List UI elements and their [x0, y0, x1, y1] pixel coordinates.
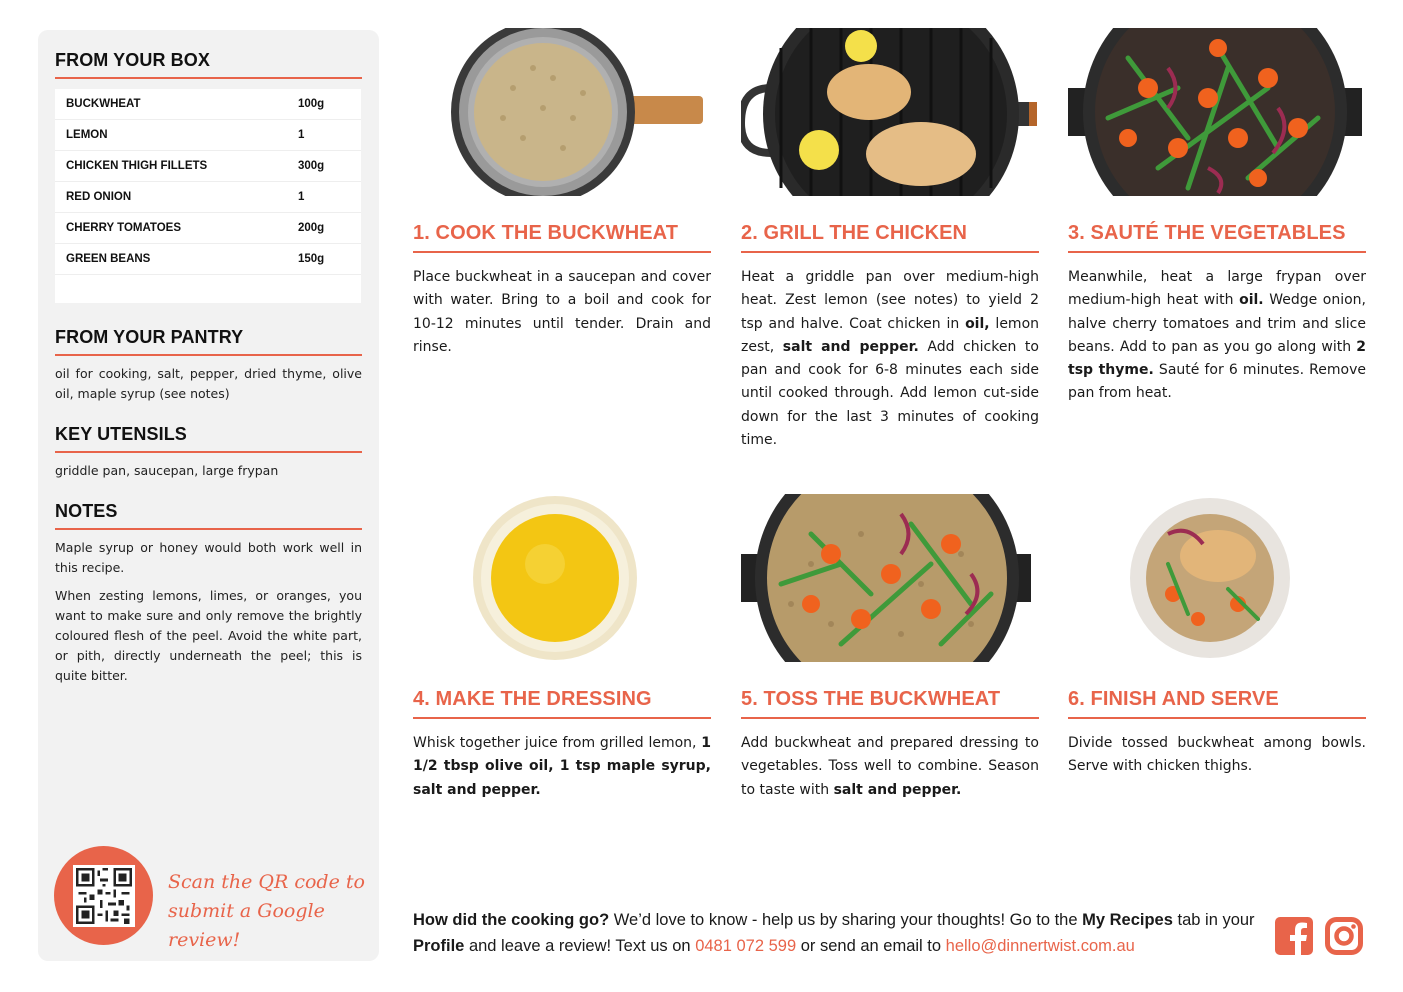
notes-paragraph: Maple syrup or honey would both work well in this recipe. — [55, 540, 362, 575]
ingredient-name: GREEN BEANS — [66, 253, 151, 265]
served-bowl-image — [1068, 494, 1366, 662]
ingredient-name: CHERRY TOMATOES — [66, 222, 182, 234]
ingredient-quantity: 1 — [298, 191, 305, 203]
qr-code-icon — [73, 865, 135, 927]
step-5 — [741, 494, 1039, 802]
utensils-heading: KEY UTENSILS — [55, 424, 362, 453]
ingredient-name: RED ONION — [66, 191, 132, 203]
step-3 — [1068, 28, 1366, 406]
step-body — [1068, 732, 1366, 779]
notes-heading: NOTES — [55, 501, 362, 530]
box-ingredient-row — [55, 151, 361, 182]
pantry-heading: FROM YOUR PANTRY — [55, 327, 362, 356]
step-4 — [413, 494, 711, 802]
step-body-emphasis: salt and pepper. — [782, 338, 919, 355]
ingredients-sidebar — [38, 30, 379, 961]
step-title: 2. GRILL THE CHICKEN — [741, 222, 1039, 253]
qr-code-badge[interactable] — [54, 846, 153, 945]
step-1 — [413, 28, 711, 359]
utensils-text: griddle pan, saucepan, large frypan — [55, 463, 279, 478]
ingredient-quantity: 200g — [298, 222, 325, 234]
step-body-emphasis: salt and pepper. — [833, 781, 962, 798]
facebook-icon[interactable] — [1275, 917, 1313, 955]
step-body-text: Place buckwheat in a saucepan and cover with water. Bring to a boil and cook for 10-12 minutes until tender. Drain and rinse. — [413, 269, 711, 355]
ingredient-name: LEMON — [66, 129, 108, 141]
step-body-text: Meanwhile, heat a large frypan over medium-high heat with — [1068, 269, 1366, 309]
step-body-text: Whisk together juice from grilled lemon, — [413, 735, 702, 751]
toss-buckwheat-image — [741, 494, 1039, 662]
phone-link[interactable]: 0481 072 599 — [695, 936, 797, 955]
profile-label: Profile — [413, 936, 465, 955]
step-body — [413, 732, 711, 802]
footer-text: and leave a review! Text us on — [464, 936, 696, 955]
step-body-text: Add chicken to pan and cook for 6-8 minutes each side until cooked through. Add lemon cut-side down for the last 3 minutes of cooking time. — [741, 338, 1039, 449]
qr-caption-line: submit a Google review! — [168, 900, 325, 951]
step-body-text: Divide tossed buckwheat among bowls. Serve with chicken thighs. — [1068, 735, 1366, 775]
step-body-emphasis: oil. — [1239, 292, 1264, 309]
box-ingredient-row — [55, 182, 361, 213]
pantry-text: oil for cooking, salt, pepper, dried thyme, olive oil, maple syrup (see notes) — [55, 366, 362, 401]
step-body-emphasis: 2 tsp thyme. — [1068, 338, 1366, 379]
step-body-text: lemon zest, — [741, 315, 1040, 355]
step-body — [413, 266, 711, 359]
buckwheat-strainer-image — [413, 28, 711, 196]
box-ingredient-row — [55, 89, 361, 120]
vegetables-frypan-image — [1068, 28, 1366, 196]
footer-text: tab in your — [1172, 911, 1255, 929]
dressing-jar-image — [413, 494, 711, 662]
step-title: 1. COOK THE BUCKWHEAT — [413, 222, 711, 253]
email-link[interactable]: hello@dinnertwist.com.au — [945, 936, 1135, 955]
notes-paragraph: When zesting lemons, limes, or oranges, you want to make sure and only remove the brightly coloured flesh of the peel. Avoid the white part, or pith, directly underneath the peel; this is quite bitter. — [55, 588, 362, 683]
step-body — [741, 732, 1039, 802]
step-body — [741, 266, 1039, 452]
step-body-text: Sauté for 6 minutes. Remove pan from heat. — [1068, 362, 1366, 402]
ingredient-quantity: 100g — [298, 98, 325, 110]
instagram-icon[interactable] — [1325, 917, 1363, 955]
ingredient-quantity: 1 — [298, 129, 305, 141]
step-body — [1068, 266, 1366, 406]
step-body-emphasis: 1 1/2 tbsp olive oil, 1 tsp maple syrup, salt and pepper. — [413, 735, 711, 798]
box-ingredients-table — [55, 89, 361, 303]
step-body-text: Wedge onion, halve cherry tomatoes and trim and slice beans. Add to pan as you go along with — [1068, 292, 1366, 355]
box-ingredient-row — [55, 213, 361, 244]
footer-question: How did the cooking go? — [413, 911, 610, 929]
footer-text: or send an email to — [796, 936, 946, 955]
footer-text: We’d love to know - help us by sharing your thoughts! Go to the — [609, 911, 1083, 929]
review-footer — [413, 908, 1258, 959]
ingredient-quantity: 150g — [298, 253, 325, 265]
step-title: 6. FINISH AND SERVE — [1068, 688, 1366, 719]
step-title: 5. TOSS THE BUCKWHEAT — [741, 688, 1039, 719]
box-ingredient-row — [55, 244, 361, 275]
qr-review-caption — [168, 868, 368, 955]
step-body-text: Add buckwheat and prepared dressing to vegetables. Toss well to combine. Season to taste with — [741, 735, 1039, 798]
step-body-emphasis: oil, — [965, 315, 990, 332]
from-your-box-heading: FROM YOUR BOX — [55, 50, 362, 79]
step-title: 3. SAUTÉ THE VEGETABLES — [1068, 222, 1366, 253]
step-body-text: Heat a griddle pan over medium-high heat. Zest lemon (see notes) to yield 2 tsp and halve. Coat chicken in — [741, 269, 1039, 332]
qr-caption-line: Scan the QR code to — [168, 871, 365, 893]
ingredient-quantity: 300g — [298, 160, 325, 172]
griddle-chicken-image — [741, 28, 1039, 196]
step-6 — [1068, 494, 1366, 779]
my-recipes-label: My Recipes — [1082, 911, 1173, 929]
ingredient-name: BUCKWHEAT — [66, 98, 141, 110]
step-title: 4. MAKE THE DRESSING — [413, 688, 711, 719]
box-ingredient-row — [55, 120, 361, 151]
ingredient-name: CHICKEN THIGH FILLETS — [66, 160, 208, 172]
step-2 — [741, 28, 1039, 452]
